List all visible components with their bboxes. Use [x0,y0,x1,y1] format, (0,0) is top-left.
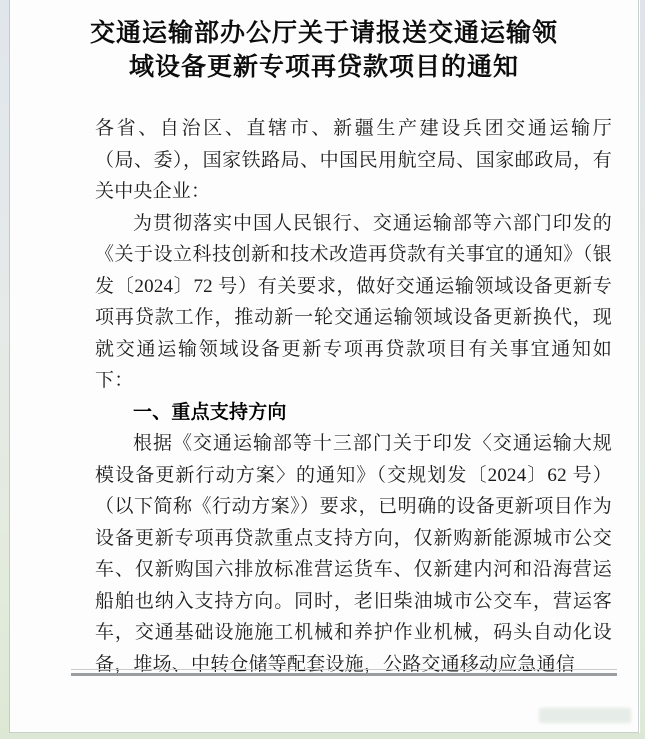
document-page [9,0,639,733]
document-body [10,113,638,680]
document-title [20,17,628,85]
scan-background-left [0,0,9,739]
separator-rule [71,669,617,676]
section-1-paragraph: 根据《交通运输部等十三部门关于印发〈交通运输大规模设备更新行动方案〉的通知》（交规划发〔2024〕62 号）（以下简称《行动方案》）要求，已明确的设备更新项目作为设备更新专项再贷款重点支持方向，仅新购新能源城市公交车、仅新购国六排放标准营运货车、仅新建内河和沿海营运船舶也纳入支持方向。同时，老旧柴油城市公交车，营运客车，交通基础设施施工机械和养护作业机械，码头自动化设备，堆场、中转仓储等配套设施，公路交通移动应急通信 [95,433,612,675]
watermark [539,708,631,723]
intro-paragraph: 为贯彻落实中国人民银行、交通运输部等六部门印发的《关于设立科技创新和技术改造再贷款有关事宜的通知》（银发〔2024〕72 号）有关要求，做好交通运输领域设备更新专项再贷款工作，推动新一轮交通运输领域设备更新换代，现就交通运输领域设备更新专项再贷款项目有关事宜通知如下： [95,212,612,391]
section-heading-1: 一、重点支持方向 [133,401,287,423]
scan-background-right [640,0,645,739]
document-title-line-1: 交通运输部办公厅关于请报送交通运输领 [89,20,558,47]
scan-background-bottom [0,733,645,739]
document-title-line-2: 域设备更新专项再贷款项目的通知 [128,54,519,81]
addressee-paragraph: 各省、自治区、直辖市、新疆生产建设兵团交通运输厅（局、委），国家铁路局、中国民用航空局、国家邮政局，有关中央企业： [95,118,612,202]
